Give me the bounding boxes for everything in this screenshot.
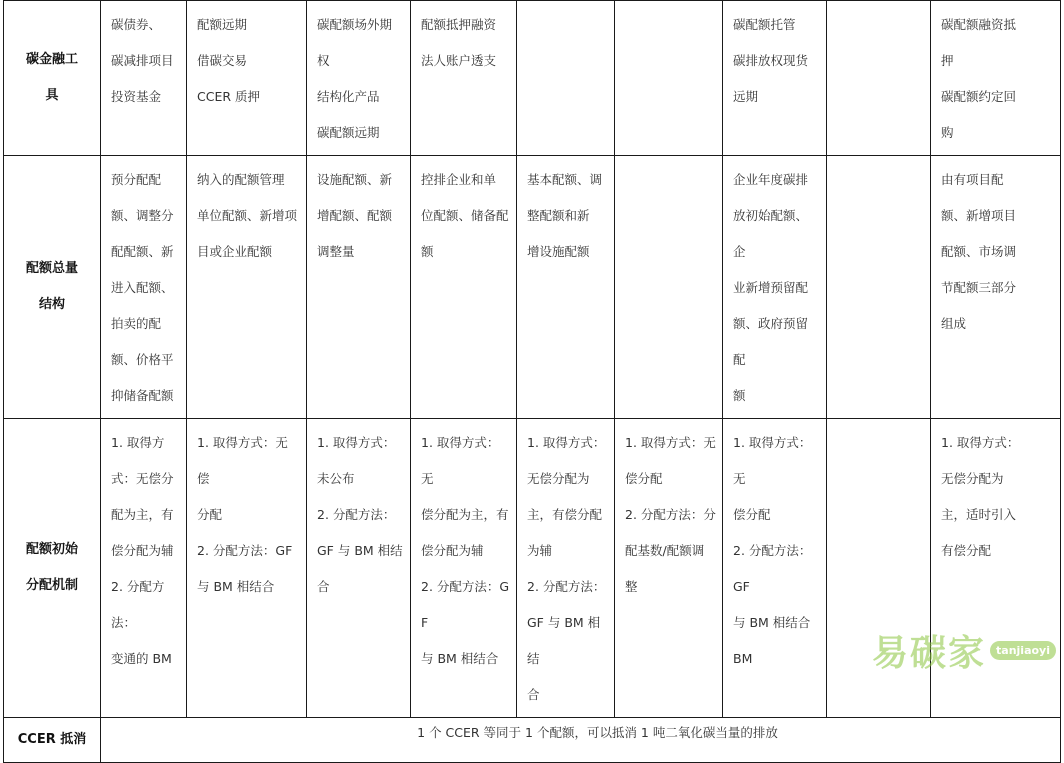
table-cell: 1. 取得方式： 无偿分配为 主，有偿分配 为辅 2. 分配方法： GF 与 BM 相结 合 [517,419,615,718]
table-cell: 1. 取得方式：无偿 分配 2. 分配方法：GF 与 BM 相结合 [187,419,307,718]
table-cell: 碳配额融资抵 押 碳配额约定回 购 [931,1,1061,156]
table-cell [615,156,723,419]
row-header-quota-structure: 配额总量 结构 [4,156,101,419]
row-header-carbon-finance-tools: 碳金融工 具 [4,1,101,156]
table-cell [827,1,931,156]
table-cell [827,156,931,419]
table-cell: 配额抵押融资 法人账户透支 [411,1,517,156]
table-cell: 基本配额、调 整配额和新 增设施配额 [517,156,615,419]
table-cell: 纳入的配额管理 单位配额、新增项 目或企业配额 [187,156,307,419]
table-cell: 1. 取得方 式：无偿分 配为主，有 偿分配为辅 2. 分配方 法： 变通的 BM [101,419,187,718]
table-row-ccer-offset [4,718,1061,763]
table-cell: 预分配配 额、调整分 配配额、新 进入配额、 拍卖的配 额、价格平 抑储备配额 [101,156,187,419]
table-cell: 配额远期 借碳交易 CCER 质押 [187,1,307,156]
table-cell: 控排企业和单 位配额、储备配 额 [411,156,517,419]
table-cell: 1. 取得方式：无 偿分配 2. 分配方法：GF 与 BM 相结合 BM [723,419,827,718]
table-cell: 1. 取得方式： 无偿分配为 主，适时引入 有偿分配 [931,419,1061,718]
row-header-initial-allocation: 配额初始 分配机制 [4,419,101,718]
table-cell: 1. 取得方式：无 偿分配 2. 分配方法：分 配基数/配额调 整 [615,419,723,718]
watermark-logo [872,625,1056,676]
table-cell: 企业年度碳排 放初始配额、企 业新增预留配 额、政府预留配 额 [723,156,827,419]
table-cell: 碳配额场外期 权 结构化产品 碳配额远期 [307,1,411,156]
ccer-offset-description: 1 个 CCER 等同于 1 个配额，可以抵消 1 吨二氧化碳当量的排放 [101,718,1061,763]
row-header-ccer-offset: CCER 抵消 [4,718,101,763]
table-row-quota-structure [4,156,1061,419]
watermark-badge: tanjiaoyi [990,641,1056,660]
table-cell: 由有项目配 额、新增项目 配额、市场调 节配额三部分 组成 [931,156,1061,419]
table-row-carbon-finance-tools [4,1,1061,156]
watermark-text: 易碳家 [872,633,987,674]
table-cell: 1. 取得方式：无 偿分配为主，有 偿分配为辅 2. 分配方法：GF 与 BM 相结合 [411,419,517,718]
table-cell [517,1,615,156]
table-cell: 1. 取得方式： 未公布 2. 分配方法： GF 与 BM 相结 合 [307,419,411,718]
table-cell: 设施配额、新 增配额、配额 调整量 [307,156,411,419]
table-cell: 碳债券、 碳减排项目 投资基金 [101,1,187,156]
table-cell [615,1,723,156]
table-cell: 碳配额托管 碳排放权现货 远期 [723,1,827,156]
